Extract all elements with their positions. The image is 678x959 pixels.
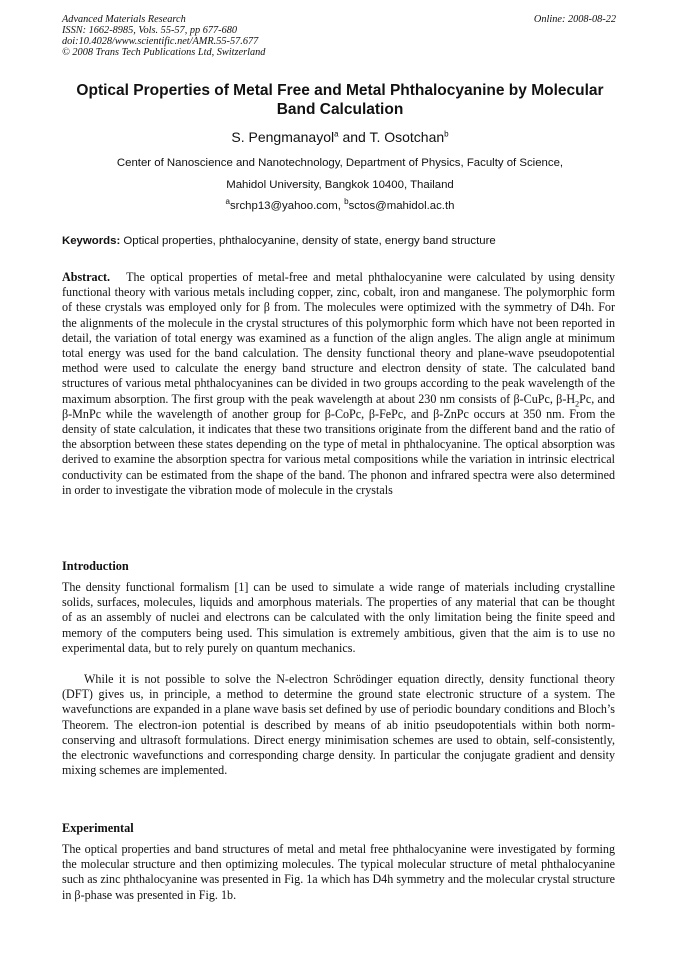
- email-b-mark: b: [344, 197, 349, 207]
- paper-title: Optical Properties of Metal Free and Metal Phthalocyanine by Molecular Band Calculation: [76, 82, 604, 118]
- abstract-text-1: The optical properties of metal-free and metal phthalocyanine were calculated by using density functional theory with various metals including copper, zinc, cobalt, iron and manganese. The polymorphic form of these crystals was employed only for β from. The molecules were optimized with the symmetry of D4h. For the alignments of the molecule in the crystal structures of this polymorphic form which have not been reported in detail, the variation of total energy was examined as a function of the align angles. The align angle at minimum total energy was used for the band calculation. The density functional theory and plane-wave pseudopotential method were used to calculate the energy band structure and electron density of state. The calculated band structures of various metal phthalocyanines can be divided in two groups according to the peak wavelength of the maximum absorption. The first group with the peak wavelength at about 230 nm consists of β-CuPc, β-H: [62, 270, 619, 406]
- email-a[interactable]: srchp13@yahoo.com,: [229, 200, 345, 212]
- keywords: [62, 234, 622, 248]
- journal-name: Advanced Materials Research: [62, 14, 186, 25]
- experimental-paragraph-1: The optical properties and band structures of metal and metal free phthalocyanine were investigated by forming the molecular structure and then optimizing molecules. The typical molecular structure of metal phthalocyanine such as zinc phthalocyanine was presented in Fig. 1a which has D4h symmetry and the molecular crystal structure in β-phase was presented in Fig. 1b.: [62, 842, 615, 902]
- journal-header: [62, 14, 618, 58]
- keywords-text: Optical properties, phthalocyanine, density of state, energy band structure: [120, 235, 496, 247]
- email-a-mark: a: [225, 197, 230, 207]
- author-2-mark: b: [444, 129, 449, 139]
- abstract-label: Abstract.: [62, 270, 111, 284]
- issn-line: ISSN: 1662-8985, Vols. 55-57, pp 677-680: [62, 25, 238, 36]
- author-connector: and: [338, 129, 370, 145]
- keywords-label: Keywords:: [62, 235, 121, 247]
- abstract-text-2: Pc, and β-MnPc while the wavelength of another group for β-CoPc, β-FePc, and β-ZnPc occurs at 350 nm. From the density of state calculation, it indicates that these two transitions originate from the different band and the ratio of the absorption between these states depending on the type of metal in phthalocyanine. The optical absorption was derived to examine the absorption spectra for various metal compositions while the variation in intrinsic electrical conductivity can be estimated from the shape of the band. The phonon and infrared spectra were also determined in order to investigate the vibration mode of molecule in the crystals: [62, 391, 615, 497]
- doi-line: doi:10.4028/www.scientific.net/AMR.55-57.677: [62, 36, 259, 47]
- email-b[interactable]: sctos@mahidol.ac.th: [348, 200, 455, 212]
- affiliation-line-2: Mahidol University, Bangkok 10400, Thailand: [226, 179, 454, 191]
- introduction-paragraph-1: The density functional formalism [1] can be used to simulate a wide range of materials including crystalline solids, surfaces, molecules, liquids and amorphous materials. The properties of any material that can be thought of as an assembly of nuclei and electrons can be calculated with the only limitation being the finite speed and memory of the computers being used. This simulation is extremely ambitious, given that the aim is to use no experimental data, but to rely purely on quantum mechanics.: [62, 580, 615, 655]
- experimental-heading: Experimental: [62, 821, 134, 835]
- author-line: [80, 128, 600, 146]
- author-2: T. Osotchan: [369, 129, 445, 145]
- copyright-line: © 2008 Trans Tech Publications Ltd, Switzerland: [62, 47, 266, 58]
- abstract-subscript: 2: [575, 399, 580, 409]
- abstract-paragraph: [62, 270, 619, 498]
- email-line: [40, 199, 640, 213]
- author-1: S. Pengmanayol: [231, 129, 335, 145]
- author-1-mark: a: [334, 129, 339, 139]
- affiliation-line-1: Center of Nanoscience and Nanotechnology, Department of Physics, Faculty of Science,: [116, 157, 564, 169]
- introduction-paragraph-2: While it is not possible to solve the N-electron Schrödinger equation directly, density functional theory (DFT) gives us, in principle, a method to determine the ground state electronic structure of a system. The wavefunctions are expanded in a plane wave basis set defined by use of periodic boundary conditions and Bloch’s Theorem. The electron-ion potential is described by means of ab initio pseudopotentials within both norm-conserving and ultrasoft formulations. Direct energy minimisation schemes are used to obtain, self-consistently, the electronic wavefunctions and corresponding charge density. In particular the conjugate gradient and density mixing schemes are implemented.: [62, 672, 615, 778]
- introduction-heading: Introduction: [62, 559, 129, 573]
- online-date: Online: 2008-08-22: [533, 14, 616, 25]
